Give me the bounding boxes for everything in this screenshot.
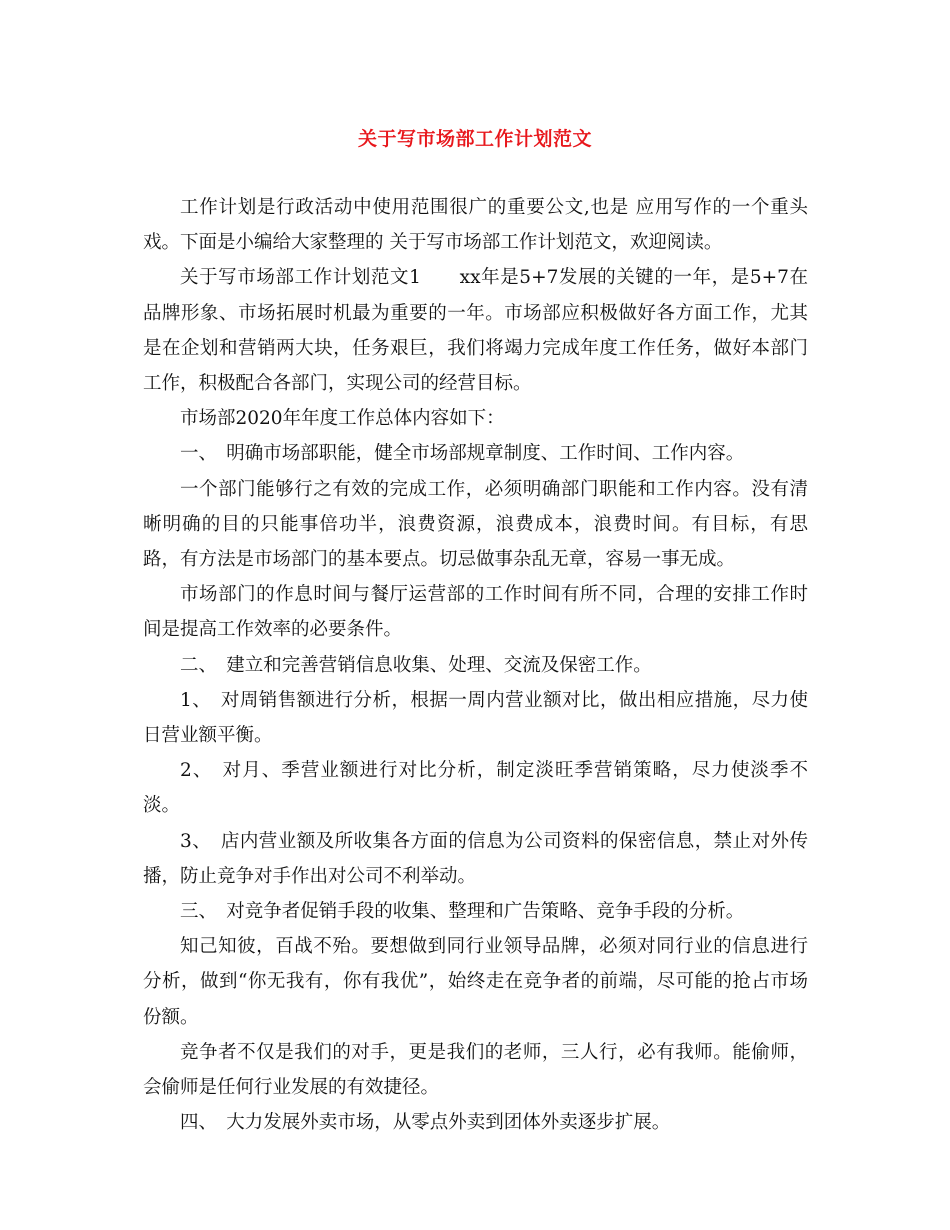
paragraph-plan-1: 关于写市场部工作计划范文1 xx年是5+7发展的关键的一年，是5+7在品牌形象、市场拓展时机最为重要的一年。市场部应积极做好各方面工作，尤其是在企划和营销两大块，任务艰巨，我们将竭力完成年度工作任务，做好本部门工作，积极配合各部门，实现公司的经营目标。 xyxy=(143,267,808,395)
paragraph-overview: 市场部2020年年度工作总体内容如下： xyxy=(180,408,505,430)
list-item-1: 1、 对周销售额进行分析，根据一周内营业额对比，做出相应措施，尽力使日营业额平衡。 xyxy=(143,689,808,747)
document-body xyxy=(143,190,808,1140)
paragraph-work-hours: 市场部门的作息时间与餐厅运营部的工作时间有所不同，合理的安排工作时间是提高工作效率的必要条件。 xyxy=(143,584,808,641)
section-heading-4: 四、 大力发展外卖市场，从零点外卖到团体外卖逐步扩展。 xyxy=(180,1112,671,1134)
list-item-2: 2、 对月、季营业额进行对比分析，制定淡旺季营销策略，尽力使淡季不淡。 xyxy=(143,760,808,817)
paragraph-intro: 工作计划是行政活动中使用范围很广的重要公文,也是 应用写作的一个重头戏。下面是小编给大家整理的 关于写市场部工作计划范文，欢迎阅读。 xyxy=(143,197,808,254)
paragraph-department-duties: 一个部门能够行之有效的完成工作，必须明确部门职能和工作内容。没有清晰明确的目的只能事倍功半，浪费资源，浪费成本，浪费时间。有目标，有思路，有方法是市场部门的基本要点。切忌做事杂乱无章，容易一事无成。 xyxy=(143,478,808,571)
section-heading-2: 二、 建立和完善营销信息收集、处理、交流及保密工作。 xyxy=(180,654,652,676)
section-heading-3: 三、 对竞争者促销手段的收集、整理和广告策略、竞争手段的分析。 xyxy=(180,901,745,923)
paragraph-learn-from-competitors: 竞争者不仅是我们的对手，更是我们的老师，三人行，必有我师。能偷师，会偷师是任何行业发展的有效捷径。 xyxy=(143,1041,808,1099)
list-item-3: 3、 店内营业额及所收集各方面的信息为公司资料的保密信息，禁止对外传播，防止竞争对手作出对公司不利举动。 xyxy=(143,830,808,887)
paragraph-know-competitors: 知己知彼，百战不殆。要想做到同行业领导品牌，必须对同行业的信息进行分析，做到“你无我有，你有我优”，始终走在竞争者的前端，尽可能的抢占市场份额。 xyxy=(143,936,808,1028)
section-heading-1: 一、 明确市场部职能，健全市场部规章制度、工作时间、工作内容。 xyxy=(180,443,745,465)
document-title: 关于写市场部工作计划范文 xyxy=(357,128,592,150)
